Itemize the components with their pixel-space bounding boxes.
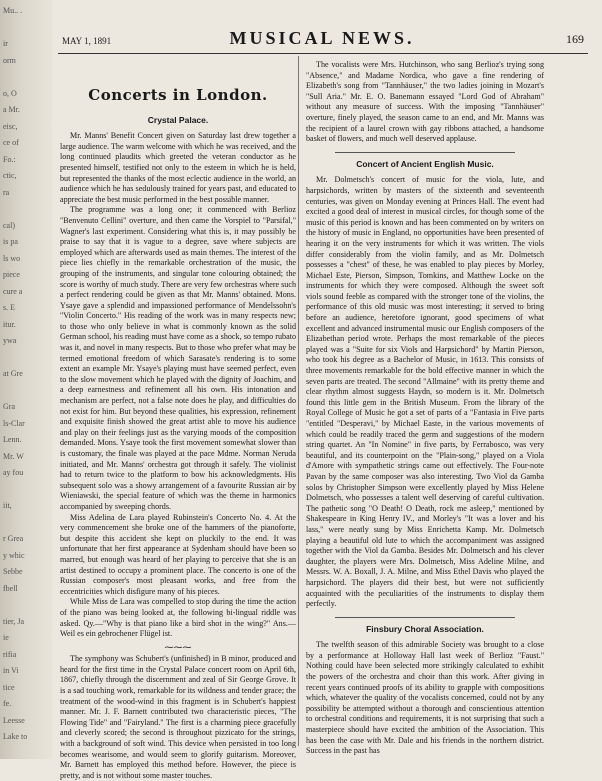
gutter-fragment: is pa <box>3 237 18 246</box>
gutter-fragment: ie <box>3 633 9 642</box>
gutter-fragment: a Mr. <box>3 105 20 114</box>
gutter-fragment: piece <box>3 270 20 279</box>
section-title: Concerts in London. <box>88 86 268 104</box>
gutter-fragment: cal) <box>3 220 15 230</box>
gutter-fragment: rifia <box>3 649 17 659</box>
gutter-fragment: Leesse <box>3 715 25 725</box>
gutter-fragment: orm <box>3 55 16 65</box>
paragraph: The programme was a long one; it commenced with Berlioz "Benvenuto Cellini" overture, and then came the Vorspiel to "Parsifal," Wagner's last experiment. Considering what this is, it may possibly be praise to say that it is vague to a degree, save where subjects are employed which are afterwards used as main themes. The interest of the piece lies chiefly in the remarkable orchestration of the music, the grouping of the instruments, and singular tone colouring obtained; the score is worthy of much study. There are very few orchestras where such a perfect rendering could be given as that Mr. Manns' obtained. Mons. Ysaye gave a splendid and impassioned performance of Mendelssohn's "Violin Concerto." His reading of the work was in many respects new; to those who only believe in what is commonly known as the solid German school, his reading must have come as a shock, so tempo rubato was it, and novel in many respects. But to those who prefer what may be termed emotional freedom of which Sarasate's rendering is to some extent an example Mr. Ysaye's playing must have seemed perfect, even to the slow movement which he played with the dignity of Joachim, and a deep earnestness and refinement all his own. His intonation and mechanism are perfect, not a false note does he play, and difficulties do not exist for him. But beyond these qualities, his expression, refinement and exquisite finish showed the great artist able to move his audience and play on their feelings just as the varying moods of the composition demanded. Mons. Ysaye took the first movement somewhat slower than is customary, the finale was played at the pace Mdme. Norman Neruda initiated, and Mr. Manns' orchestra got through it safely. The violinist had to return twice to the platform to bow his acknowledgments. His subsequent solo was a showy arrangement of a favourite Russian air by Wieniawski, the special feature of which was the theme in harmonics accompanied by sweeping chords. <box>60 205 296 511</box>
gutter-fragment: itur. <box>3 319 16 329</box>
gutter-fragment: at Gre <box>3 369 23 378</box>
gutter-fragment: tice <box>3 682 15 692</box>
issue-date: MAY 1, 1891 <box>62 36 112 46</box>
gutter-fragment: ls wo <box>3 253 21 263</box>
gutter-fragment: ra <box>3 187 10 197</box>
gutter-fragment: ay fou <box>3 468 24 477</box>
gutter-fragment: Fo.: <box>3 154 16 164</box>
gutter-fragment: ce of <box>3 138 19 147</box>
divider: ⁓⁓⁓ <box>164 641 192 652</box>
column-rule <box>298 56 299 746</box>
paragraph: The twelfth season of this admirable Society was brought to a close by a performance at Holloway Hall last week of Berlioz "Faust." Nothing could have been selected more strikingly calculated to exhibit the powers of the orchestra and choir than this work. After giving in recent years continued proofs of its ability to grapple with compositions which, whatever the quality of the vocalists concerned, could not by any possibility be attempted without a thorough and conscientious attention to orchestral conditions and requirements, it is not surprising that such a masterpiece should have excited the ambition of the Association. This has been the case with Mr. Dale and his friends in the northern district. Success in the past has <box>306 640 544 756</box>
paragraph: Mr. Dolmetsch's concert of music for the viola, lute, and harpsichords, written by masters of the sixteenth and seventeenth centuries, was given on Monday evening at Princes Hall. The event had excited a good deal of interest in musical circles, for though some of the music of this period is known and has been commented on by writers on the history of music in England, no opportunities have been presented of hearing it on the very instruments for which it was written. The viols differ considerably from the violin family, and as Mr. Dolmetsch possesses a "chest" of these, he was enabled to play pieces by Morley, Michael Este, Pierson, Simpson, Tomkins, and Matthew Locke on the instruments for which they were composed. Although the sweet soft viols sound feeble as compared with the stronger tone of the violins, the performance of this old music was most interesting; it served to bring before an audience, heretofore ignorant, good specimens of what excellent and advanced instrumental music our English composers of the Elizabethan period wrote. Perhaps the most remarkable of the pieces played was a "Suite for six Viols and Harpsichord" by Martin Pierson, who took his degree as a Bachelor of Music, in 1613. This consists of three movements remarkable for the bold effective manner in which the seven parts are treated. The second "Allmaine" with its pretty theme and clear rhythm almost suggests Haydn, so modern is it. Mr. Dolmetsch found this little gem in the British Museum. From the library of the Royal College of Music he got a set of parts of a "Fantasia in Five parts "entitled "Desperavi," by Michael Easte, in the various movements of which could be readily traced the germ and suggestions of the modern string quartet. An "In Nomine" in five parts, by Ferrabosco, was very beautiful, and its counterpoint on the "Plain-song," played on a Viola d'Amore with sympathetic strings came out effectively. The Four-note Pavan by the same composer was also interesting. Two Viol da Gamba solos by Christopher Simpson were excellently played by Miss Helene Dolmetsch, who possesses a talent well deserving of careful cultivation. The pathetic song "O Death! O Death, rock me asleep," mentioned by Shakespeare in King Henry IV., and Morley's "It was a lover and his lass," were neatly sung by Miss Enrichetta Kamp. Mr. Dolmetsch playing a beautiful old lute to which the accompaniment was assigned together with the Viol da Gamba. Besides Mr. Dolmetsch and his clever daughter, the players were Mrs. Dolmetsch, Miss Adeline Milne, and Messrs. W. A. Boxall, J. A. Milne, and Miss Ethel Davis who played the harpsichord. The players did their best, but were not sufficiently acquainted with the peculiarities of the instruments to display them perfectly. <box>306 175 544 609</box>
gutter-fragment: tier, Ja <box>3 616 25 626</box>
left-column <box>60 60 296 781</box>
gutter-fragment: ir <box>3 39 8 48</box>
paragraph: Mr. Manns' Benefit Concert given on Saturday last drew together a large audience. The warm welcome with which he was received, and the long continued plaudits which greeted the veteran conductor as he presented himself, testified not only to the esteem in which he is held, but represented the thanks of the most eclectic audience in the world, an audience which he has sedulously trained for years past, and educated to appreciate the best music performed in the best possible manner. <box>60 131 296 204</box>
paragraph: The vocalists were Mrs. Hutchinson, who sang Berlioz's trying song "Absence," and Madame Nordica, who gave a fine rendering of Elizabeth's song from "Tannhäuser," the two ladies joining in Mozart's "Sull Aria." Mr. E. O. Banemann essayed "Lord God of Abraham" without any measure of success. With the imposing "Tannhäuser" overture, finely played, the season came to an end, and Mr. Manns was the recipient of a laurel crown with gay ribbons attached, a handsome basket of flowers, and much well deserved applause. <box>306 60 544 144</box>
gutter-fragment: fbell <box>3 583 18 593</box>
gutter-fragment: ywa <box>3 336 17 345</box>
right-column <box>306 60 544 757</box>
masthead: MUSICAL NEWS. <box>229 28 415 48</box>
gutter-fragment: r Grea <box>3 534 24 543</box>
gutter-fragment: Mr. W <box>3 451 24 461</box>
page-header <box>52 28 592 52</box>
gutter-fragment: Lenn. <box>3 435 22 444</box>
gutter-fragment: Gra <box>3 402 15 411</box>
gutter-fragment: Mu.. . <box>3 6 23 15</box>
gutter-fragment: eisc, <box>3 121 18 131</box>
page-number: 169 <box>566 32 584 46</box>
paragraph: Miss Adelina de Lara played Rubinstein's Concerto No. 4. At the very commencement she broke one of the hammers of the pianoforte, but despite this accident she kept on pluckily to the end. It was unfortunate that her first appearance at Sydenham should have been so marred, but enough was heard of her playing to perceive that she is an artist destined to occupy a prominent place. The concerto is one of the Russian composer's most pleasant works, and free from the eccentricities which disfigure many of his pieces. <box>60 512 296 596</box>
gutter-fragment: o, O <box>3 88 17 98</box>
gutter-fragment: cure a <box>3 286 23 296</box>
gutter-fragment: iit, <box>3 501 12 510</box>
paragraph: While Miss de Lara was compelled to stop during the time the action of the piano was being looked at, the following bi-lingual riddle was asked. Qy.—"Why is that piano like a bird shot in the wing?" Ans.—Weil es ein gebrochener Flügel ist. <box>60 597 296 639</box>
gutter-fragment: y whic <box>3 550 25 560</box>
header-rule <box>58 53 588 54</box>
divider <box>335 617 515 618</box>
binding-gutter <box>0 0 52 759</box>
gutter-fragment: ls-Clar <box>3 418 25 428</box>
gutter-fragment: Lake to <box>3 732 28 741</box>
gutter-fragment: in Vi <box>3 666 19 675</box>
gutter-fragment: fe. <box>3 699 12 708</box>
gutter-fragment: s. E <box>3 303 15 312</box>
finsbury-heading: Finsbury Choral Association. <box>366 623 484 634</box>
divider <box>335 152 515 153</box>
ancient-music-heading: Concert of Ancient English Music. <box>356 158 494 169</box>
gutter-fragment: Sebbe <box>3 567 23 576</box>
paragraph: The symphony was Schubert's (unfinished) in B minor, produced and heard for the first time in the Crystal Palace concert room on April 6th, 1867, chiefly through the discernment and zeal of Sir George Grove. It is a sad touching work, remarkable for its wildness and tender grace; the treatment of the wood-wind in this fragment is in Schubert's happiest manner. Mr. J. F. Barnett contributed two characteristic pieces, "The Flowing Tide" and "Fairyland." The first is a charming piece gracefully and cleverly scored; the second is throughout pizzicato for the strings, with a background of soft wind. This device when persisted in too long becomes wearisome, and would seem to glorify guitarism. Moreover, Mr. Barnett has employed this method before. However, the piece is pretty, and is not without some master touches. <box>60 654 296 780</box>
crystal-palace-heading: Crystal Palace. <box>147 114 209 125</box>
gutter-fragment: ctic, <box>3 171 17 180</box>
